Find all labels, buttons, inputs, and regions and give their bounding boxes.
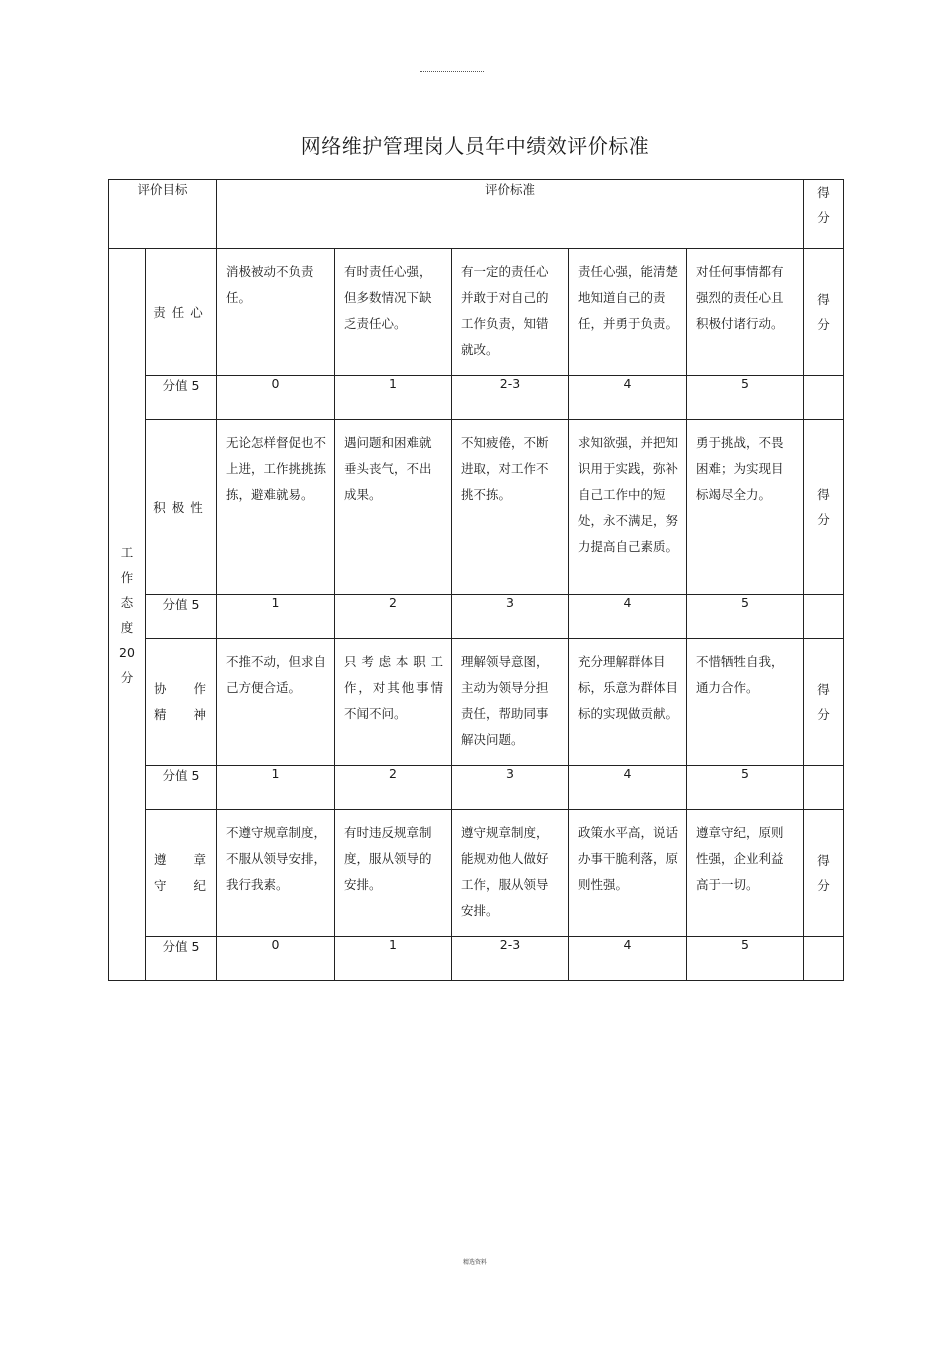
value-cell: 1 xyxy=(335,376,452,420)
value-cell: 2-3 xyxy=(452,937,569,981)
criterion-label: 遵 章 守 纪 xyxy=(146,810,217,937)
criterion-desc: 不知疲倦，不断进取，对工作不挑不拣。 xyxy=(452,420,569,595)
criterion-desc: 不惜牺牲自我，通力合作。 xyxy=(687,639,804,766)
header-score: 得 分 xyxy=(804,180,844,249)
top-dotted-rule xyxy=(420,71,484,72)
criterion-desc: 无论怎样督促也不上进，工作挑挑拣拣，避难就易。 xyxy=(217,420,335,595)
value-cell: 1 xyxy=(217,595,335,639)
score-entry-cell[interactable] xyxy=(804,937,844,981)
criterion-desc: 勇于挑战，不畏困难；为实现目标竭尽全力。 xyxy=(687,420,804,595)
criterion-label: 协 作 精 神 xyxy=(146,639,217,766)
criterion-desc: 只考虑本职工作，对其他事情不闻不问。 xyxy=(335,639,452,766)
criterion-label: 责任心 xyxy=(146,249,217,376)
header-standard: 评价标准 xyxy=(217,180,804,249)
criterion-desc: 政策水平高，说话办事干脆利落，原则性强。 xyxy=(569,810,687,937)
criterion-desc: 责任心强，能清楚地知道自己的责任，并勇于负责。 xyxy=(569,249,687,376)
value-cell: 0 xyxy=(217,937,335,981)
value-label: 分值 5 xyxy=(146,766,217,810)
value-cell: 3 xyxy=(452,766,569,810)
value-row xyxy=(109,937,844,981)
value-row xyxy=(109,376,844,420)
score-cell: 得 分 xyxy=(804,639,844,766)
criterion-desc: 消极被动不负责任。 xyxy=(217,249,335,376)
value-label: 分值 5 xyxy=(146,595,217,639)
value-cell: 0 xyxy=(217,376,335,420)
value-cell: 2 xyxy=(335,766,452,810)
score-entry-cell[interactable] xyxy=(804,376,844,420)
value-label: 分值 5 xyxy=(146,376,217,420)
header-target: 评价目标 xyxy=(109,180,217,249)
criterion-desc: 有时违反规章制度，服从领导的安排。 xyxy=(335,810,452,937)
footer-note: 精选资料 xyxy=(462,1259,487,1266)
criterion-desc: 充分理解群体目标，乐意为群体目标的实现做贡献。 xyxy=(569,639,687,766)
value-cell: 4 xyxy=(569,937,687,981)
category-cell: 工 作 态 度 20 分 xyxy=(109,249,146,981)
criterion-desc: 不推不动，但求自己方便合适。 xyxy=(217,639,335,766)
value-label: 分值 5 xyxy=(146,937,217,981)
header-row xyxy=(109,180,844,249)
value-cell: 2-3 xyxy=(452,376,569,420)
score-cell: 得 分 xyxy=(804,249,844,376)
criterion-label: 积极性 xyxy=(146,420,217,595)
value-cell: 5 xyxy=(687,595,804,639)
value-cell: 5 xyxy=(687,376,804,420)
criterion-desc: 有一定的责任心并敢于对自己的工作负责，知错就改。 xyxy=(452,249,569,376)
score-entry-cell[interactable] xyxy=(804,766,844,810)
evaluation-table xyxy=(108,179,844,981)
score-cell: 得 分 xyxy=(804,810,844,937)
value-cell: 5 xyxy=(687,766,804,810)
criterion-desc: 不遵守规章制度，不服从领导安排，我行我素。 xyxy=(217,810,335,937)
criterion-row-initiative xyxy=(109,420,844,595)
criterion-desc: 遇问题和困难就垂头丧气，不出成果。 xyxy=(335,420,452,595)
value-row xyxy=(109,595,844,639)
page-title: 网络维护管理岗人员年中绩效评价标准 xyxy=(300,134,650,158)
value-cell: 1 xyxy=(335,937,452,981)
criterion-desc: 对任何事情都有强烈的责任心且积极付诸行动。 xyxy=(687,249,804,376)
score-cell: 得 分 xyxy=(804,420,844,595)
criterion-row-responsibility xyxy=(109,249,844,376)
criterion-row-teamwork xyxy=(109,639,844,766)
criterion-desc: 遵章守纪，原则性强，企业利益高于一切。 xyxy=(687,810,804,937)
criterion-desc: 有时责任心强，但多数情况下缺乏责任心。 xyxy=(335,249,452,376)
value-cell: 4 xyxy=(569,376,687,420)
score-entry-cell[interactable] xyxy=(804,595,844,639)
value-cell: 4 xyxy=(569,766,687,810)
value-row xyxy=(109,766,844,810)
value-cell: 5 xyxy=(687,937,804,981)
value-cell: 2 xyxy=(335,595,452,639)
criterion-desc: 求知欲强，并把知识用于实践，弥补自己工作中的短处，永不满足，努力提高自己素质。 xyxy=(569,420,687,595)
value-cell: 3 xyxy=(452,595,569,639)
criterion-desc: 遵守规章制度，能规劝他人做好工作，服从领导安排。 xyxy=(452,810,569,937)
value-cell: 1 xyxy=(217,766,335,810)
criterion-desc: 理解领导意图，主动为领导分担责任，帮助同事解决问题。 xyxy=(452,639,569,766)
criterion-row-discipline xyxy=(109,810,844,937)
value-cell: 4 xyxy=(569,595,687,639)
